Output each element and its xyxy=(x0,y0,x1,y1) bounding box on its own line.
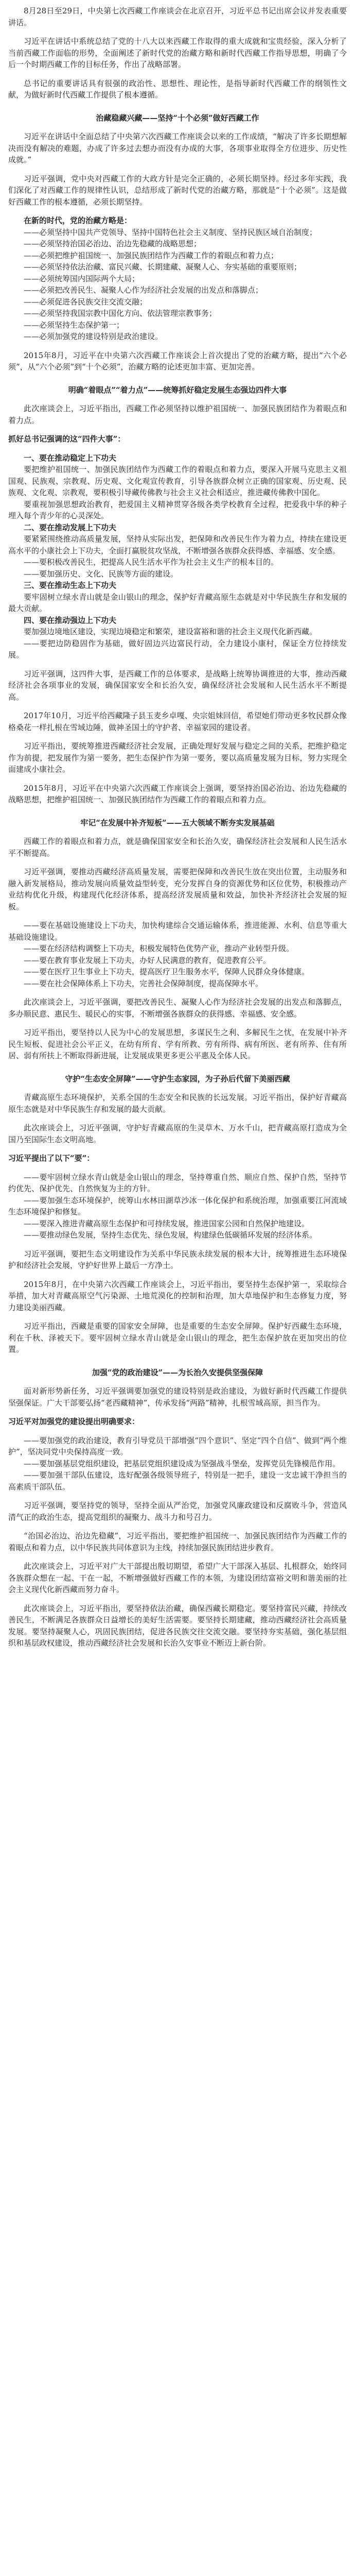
section-heading: 治藏稳藏兴藏——坚持“十个必须”做好西藏工作 xyxy=(96,113,259,123)
paragraph: 习近平指出，要坚持以人民为中心的发展思想，多谋民生之利、多解民生之忧，在发展中补齐民生短板、促进社会公平正义，在幼有所育、学有所教、劳有所得、病有所医、老有所养、住有所居、弱有所扶上不断取得新进展，让发展成果更多更公平惠及全体人民。 xyxy=(8,1028,347,1060)
quote-line: ——要加强生态环境保护，统筹山水林田湖草沙冰一体化保护和系统治理，加强重要江河流域生态环境保护和修复。 xyxy=(8,1195,347,1216)
paragraph: 习近平强调，要坚持党的领导，坚持全面从严治党，加强党风廉政建设和反腐败斗争，营造风清气正的政治生态，提高党组织的凝聚力、战斗力和号召力。 xyxy=(8,1501,347,1522)
section-heading: 明确“着眼点”“着力点”——统筹抓好稳定发展生态强边四件大事 xyxy=(68,385,287,395)
paragraph: 总书记的重要讲话具有很强的政治性、思想性、理论性，是指导新时代西藏工作的纲领性文献，为做好新时代西藏工作提供了根本遵循。 xyxy=(8,78,347,99)
quote-line: ——要把边防稳固作为基础，做好固边兴边富民行动，全力建设小康村，保证全方位持续发展。 xyxy=(8,638,347,659)
quote-line: 四、要在推动强边上下功夫 xyxy=(24,615,117,625)
quote-line: 三、要在推动生态上下功夫 xyxy=(24,581,117,590)
quote-line: ——要在医疗卫生事业上下功夫，提高医疗卫生服务水平，保障人民群众身体健康。 xyxy=(24,967,310,976)
paragraph: 2015年8月，习近平在中央第六次西藏工作座谈会上强调，要坚持治国必治边、治边先稳藏的战略思想，把维护祖国统一、加强民族团结作为西藏工作的着眼点和着力点。 xyxy=(8,783,347,804)
quote-line: 要牢固树立绿水青山就是金山银山的理念，保护好青藏高原生态就是对中华民族生存和发展的最大贡献。 xyxy=(8,592,347,613)
quote-line: ——要推动绿色发展，坚持生态优先、绿色发展，构建绿色低碳循环发展的经济体系。 xyxy=(24,1230,317,1240)
paragraph: 习近平在讲话中系统总结了党的十八大以来西藏工作取得的重大成就和宝贵经验，深入分析了当前西藏工作面临的形势，全面阐述了新时代党的治藏方略和新时代西藏工作指导思想，明确了今后一个时期西藏工作的目标任务，作出了战略部署。 xyxy=(8,37,347,69)
quote-line: 一、要在推动稳定上下功夫 xyxy=(24,453,117,463)
quote-block xyxy=(8,920,347,989)
quote-line: ——必须把维护祖国统一、加强民族团结作为西藏工作的着眼点和着力点； xyxy=(24,250,279,260)
paragraph: 西藏工作的着眼点和着力点，就是确保国家安全和长治久安，确保经济社会发展和人民生活水平不断提高。 xyxy=(8,837,347,858)
quote-line: ——必须坚持治国必治边、治边先稳藏的战略思想； xyxy=(24,239,202,248)
quote-block xyxy=(8,452,347,661)
paragraph: 青藏高原生态环境保护，关系全国的生态安全和民族的长远发展。习近平指出，保护好青藏高原生态就是对中华民族生存和发展的最大贡献。 xyxy=(8,1093,347,1114)
quote-line: ——要在社会保障体系上下功夫，完善社会保障制度，提高保障水平。 xyxy=(24,978,263,988)
paragraph: 习近平指出，西藏是重要的国家安全屏障，也是重要的生态安全屏障。保护好西藏生态环境，利在千秋、泽被天下。要牢固树立绿水青山就是金山银山的理念，把生态保护放在更加突出的位置。 xyxy=(8,1321,347,1354)
paragraph: 习近平强调，要把生态文明建设作为关系中华民族永续发展的根本大计，统筹推进生态环境保护和经济社会发展，守护好世界上最后一方净土。 xyxy=(8,1249,347,1270)
quote-block xyxy=(8,1435,347,1493)
quote-line: ——必须坚持生态保护第一； xyxy=(24,320,125,330)
paragraph: 2017年10月，习近平给西藏隆子县玉麦乡卓嘎、央宗姐妹回信，希望她们带动更多牧民群众像格桑花一样扎根在雪域边陲，做神圣国土的守护者、幸福家园的建设者。 xyxy=(8,711,347,732)
quote-line: 二、要在推动发展上下功夫 xyxy=(24,522,117,532)
sub-heading: 习近平对加强党的建设提出明确要求： xyxy=(8,1417,140,1426)
quote-line: 要把维护祖国统一、加强民族团结作为西藏工作的着眼点和着力点，要深入开展马克思主义祖国观、民族观、宗教观、历史观、文化观宣传教育，引导各族群众树立正确的国家观、历史观、民族观、文化观、宗教观，要积极引导藏传佛教与社会主义社会相适应，推进藏传佛教中国化。 xyxy=(8,465,347,497)
sub-heading: 抓好总书记强调的这“四件大事”： xyxy=(8,434,126,444)
paragraph: “治国必治边、治边先稳藏”，习近平指出，要把维护祖国统一、加强民族团结作为西藏工作的着眼点和着力点，以中华民族共同体意识为主线，持续加强民族团结进步教育。 xyxy=(8,1531,347,1552)
paragraph: 习近平强调，要推动西藏经济高质量发展，需要把保障和改善民生放在突出位置，主动服务和融入新发展格局，推动发展向质量效益型转变，充分发挥自身的资源优势和区位优势，积极推动产业结构优化升级，构建现代化经济体系，提高经济发展质量和效益，加快补齐经济社会发展的短板。 xyxy=(8,867,347,911)
quote-line: ——必须坚持中国共产党领导、坚持中国特色社会主义制度、坚持民族区域自治制度； xyxy=(24,227,317,237)
paragraph: 此次座谈会上，习近平强调，要把改善民生、凝聚人心作为经济社会发展的出发点和落脚点，多办顺民意、惠民生、暖民心的实事，不断增强各族群众的获得感、幸福感、安全感。 xyxy=(8,997,347,1019)
quote-line: ——要在基础设施建设上下功夫，加快构建综合交通运输体系，推进能源、水利、信息等重大基础设施建设。 xyxy=(8,921,347,942)
paragraph: 习近平指出，要统筹推进西藏经济社会发展，正确处理好发展与稳定之间的关系，把维护稳定作为前提，把发展作为第一要务，把生态保护作为第一要务，要以高质量发展为目标，努力实现全面建成小康社会。 xyxy=(8,741,347,774)
quote-line: 在新的时代，党的治藏方略是： xyxy=(24,216,132,225)
paragraph: 此次座谈会上，习近平对广大干部提出殷切期望，希望广大干部深入基层、扎根群众，始终同各族群众想在一起、干在一起，不断增强做好西藏工作的本领，为建设团结富裕文明和谐美丽的社会主义现代化新西藏而努力奋斗。 xyxy=(8,1562,347,1594)
quote-line: ——要积极改善民生，把提高人民生活水平作为社会主义生产的根本目的。 xyxy=(24,557,279,567)
quote-line: ——要深入推进青藏高原生态保护和可持续发展，推进国家公园和自然保护地建设。 xyxy=(24,1218,310,1228)
paragraph: 此次座谈会上，习近平强调，守护好青藏高原的生灵草木、万水千山，把青藏高原打造成为全国乃至国际生态文明高地。 xyxy=(8,1123,347,1144)
quote-block xyxy=(8,215,347,343)
paragraph: 8月28日至29日，中央第七次西藏工作座谈会在北京召开，习近平总书记出席会议并发表重要讲话。 xyxy=(8,6,347,27)
quote-line: ——必须坚持依法治藏、富民兴藏、长期建藏、凝聚人心、夯实基础的重要原则； xyxy=(24,262,302,272)
quote-line: ——必须加强党的建设特别是政治建设。 xyxy=(24,332,163,341)
quote-line: ——必须把改善民生、凝聚人心作为经济社会发展的出发点和落脚点； xyxy=(24,285,263,295)
quote-line: ——要在教育事业发展上下功夫，办好人民满意的教育，促进教育公平。 xyxy=(24,955,271,965)
section-heading: 牢记“在发展中补齐短板”——五大领域不断夯实发展基础 xyxy=(80,818,275,827)
paragraph: 习近平强调，这四件大事，是西藏工作的总体要求，是战略上统筹协调推进的大事，推动西藏经济社会各项事业的发展，确保国家安全和长治久安，确保经济社会发展和人民生活水平不断提高。 xyxy=(8,669,347,702)
quote-line: 要重视加强思想政治教育，把爱国主义精神贯穿各级各类学校教育全过程，把爱我中华的种子埋入每个青少年的心灵深处。 xyxy=(8,499,347,520)
quote-line: ——要在经济结构调整上下功夫，积极发展特色优势产业，推动产业转型升级。 xyxy=(24,944,294,953)
quote-line: ——要加强党的政治建设，教育引导党员干部增强“四个意识”、坚定“四个自信”、做到“两个维护”，坚决同党中央保持高度一致。 xyxy=(8,1435,347,1456)
quote-line: 要加强边境地区建设，实现边境稳定和繁荣，建设富裕和谐的社会主义现代化新西藏。 xyxy=(24,627,317,636)
quote-block xyxy=(8,1172,347,1241)
paragraph: 2015年8月，习近平在中央第六次西藏工作座谈会上首次提出了党的治藏方略，提出“六个必须”，从“六个必须”到“十个必须”，治藏方略的论述更加丰富、更加完善。 xyxy=(8,350,347,371)
paragraph: 习近平在讲话中全面总结了中央第六次西藏工作座谈会以来的工作成绩，“解决了许多长期想解决而没有解决的难题，办成了许多过去想办而没有办成的大事，各项事业取得全方位进步、历史性成就。” xyxy=(8,132,347,164)
paragraph: 2015年8月，在中央第六次西藏工作座谈会上，习近平指出，要坚持生态保护第一，采取综合举措，加大对青藏高原空气污染源、土地荒漠化的控制和治理，加大草地保护和生态修复力度，努力建设美丽西藏。 xyxy=(8,1279,347,1312)
section-heading: 加强“党的政治建设”——为长治久安提供坚强保障 xyxy=(92,1367,263,1377)
paragraph: 此次座谈会上，习近平指出，西藏工作必须坚持以维护祖国统一、加强民族团结作为着眼点和着力点。 xyxy=(8,404,347,425)
quote-line: ——要加强历史、文化、民族等方面的建设。 xyxy=(24,569,179,579)
section-heading: 守护“生态安全屏障”——守护生态家园，为子孙后代留下美丽西藏 xyxy=(65,1074,290,1083)
quote-line: ——要加强干部队伍建设，选好配强各级领导班子，特别是一把手，建设一支忠诚干净担当的高素质干部队伍。 xyxy=(8,1470,347,1492)
sub-heading: 习近平提出了以下“要”： xyxy=(8,1154,95,1163)
quote-line: ——必须坚持我国宗教中国化方向、依法管理宗教事务； xyxy=(24,309,217,318)
quote-line: ——要牢固树立绿水青山就是金山银山的理念，坚持尊重自然、顺应自然、保护自然，坚持节约优先、保护优先、自然恢复为主的方针。 xyxy=(8,1172,347,1193)
quote-line: ——要加强基层党组织建设，把基层党组织建设成为坚强战斗堡垒，发挥党员先锋模范作用。 xyxy=(24,1459,341,1468)
quote-line: ——必须促进各民族交往交流交融； xyxy=(24,297,148,307)
paragraph: 面对新形势新任务，习近平强调要加强党的建设特别是政治建设，为做好新时代西藏工作提供坚强保证。广大干部要弘扬“老西藏精神”，传承发扬“两路”精神，扎根雪域高原，担当作为。 xyxy=(8,1386,347,1408)
paragraph: 习近平强调，党中央对西藏工作的大政方针是完全正确的，必须长期坚持。经过多年实践，我们深化了对西藏工作的规律性认识，总结形成了新时代党的治藏方略，那就是“十个必须”。这是做好西藏工作的根本遵循，必须长期坚持。 xyxy=(8,174,347,207)
quote-line: ——必须统筹国内国际两个大局； xyxy=(24,274,140,283)
quote-line: 要紧紧围绕推动高质量发展，坚持从实际出发，把保障和改善民生作为着力点，持续在建设更高水平的小康社会上下功夫，全面打赢脱贫攻坚战，不断增强各族群众获得感、幸福感、安全感。 xyxy=(8,534,347,555)
paragraph: 此次座谈会上，习近平指出，要坚持依法治藏，确保西藏长期稳定。要坚持富民兴藏，持续改善民生，不断满足各族群众日益增长的美好生活需要。要坚持长期建藏，推动西藏经济社会高质量发展。要坚持凝聚人心，巩固民族团结，促进各民族交往交流交融。要坚持夯实基础，强化基层组织和基层政权建设，推动西藏经济社会发展和长治久安事业不断迈上新台阶。 xyxy=(8,1603,347,1648)
